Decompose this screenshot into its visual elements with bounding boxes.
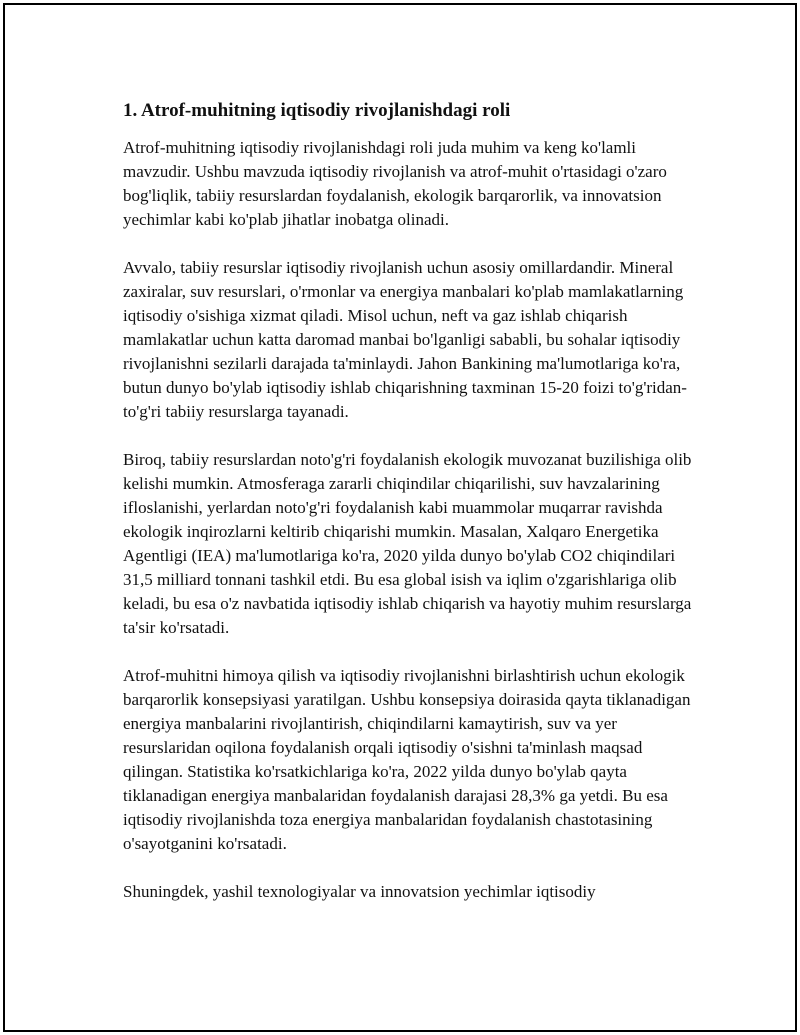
page	[3, 3, 797, 1032]
section-heading: 1. Atrof-muhitning iqtisodiy rivojlanishdagi roli	[123, 100, 511, 121]
paragraph-1: Atrof-muhitning iqtisodiy rivojlanishdagi roli juda muhim va keng ko'lamli mavzudir. Ushbu mavzuda iqtisodiy rivojlanish va atrof-muhit o'rtasidagi o'zaro bog'liqlik, tabiiy resurslardan foydalanish, ekologik barqarorlik, va innovatsion yechimlar kabi ko'plab jihatlar inobatga olinadi.	[123, 138, 667, 229]
paragraph-5: Shuningdek, yashil texnologiyalar va innovatsion yechimlar iqtisodiy	[123, 882, 596, 901]
paragraph-4: Atrof-muhitni himoya qilish va iqtisodiy rivojlanishni birlashtirish uchun ekologik barqarorlik konsepsiyasi yaratilgan. Ushbu konsepsiya doirasida qayta tiklanadigan energiya manbalarini rivojlantirish, chiqindilarni kamaytirish, suv va yer resurslaridan oqilona foydalanish orqali iqtisodiy o'sishni ta'minlash maqsad qilingan. Statistika ko'rsatkichlariga ko'ra, 2022 yilda dunyo bo'ylab qayta tiklanadigan energiya manbalaridan foydalanish darajasi 28,3% ga yetdi. Bu esa iqtisodiy rivojlanishda toza energiya manbalaridan foydalanish chastotasining o'sayotganini ko'rsatadi.	[123, 666, 691, 853]
document-body	[123, 99, 703, 928]
paragraph-3: Biroq, tabiiy resurslardan noto'g'ri foydalanish ekologik muvozanat buzilishiga olib kelishi mumkin. Atmosferaga zararli chiqindilar chiqarilishi, suv havzalarining ifloslanishi, yerlardan noto'g'ri foydalanish kabi muammolar muqarrar ravishda ekologik inqirozlarni keltirib chiqarishi mumkin. Masalan, Xalqaro Energetika Agentligi (IEA) ma'lumotlariga ko'ra, 2020 yilda dunyo bo'ylab CO2 chiqindilari 31,5 milliard tonnani tashkil etdi. Bu esa global isish va iqlim o'zgarishlariga olib keladi, bu esa o'z navbatida iqtisodiy ishlab chiqarish va hayotiy muhim resurslarga ta'sir ko'rsatadi.	[123, 450, 692, 637]
paragraph-2: Avvalo, tabiiy resurslar iqtisodiy rivojlanish uchun asosiy omillardandir. Mineral zaxiralar, suv resurslari, o'rmonlar va energiya manbalari ko'plab mamlakatlarning iqtisodiy o'sishiga xizmat qiladi. Misol uchun, neft va gaz ishlab chiqarish mamlakatlar uchun katta daromad manbai bo'lganligi sababli, bu sohalar iqtisodiy rivojlanishni sezilarli darajada ta'minlaydi. Jahon Bankining ma'lumotlariga ko'ra, butun dunyo bo'ylab iqtisodiy ishlab chiqarishning taxminan 15-20 foizi to'g'ridan-to'g'ri tabiiy resurslarga tayanadi.	[123, 258, 687, 421]
